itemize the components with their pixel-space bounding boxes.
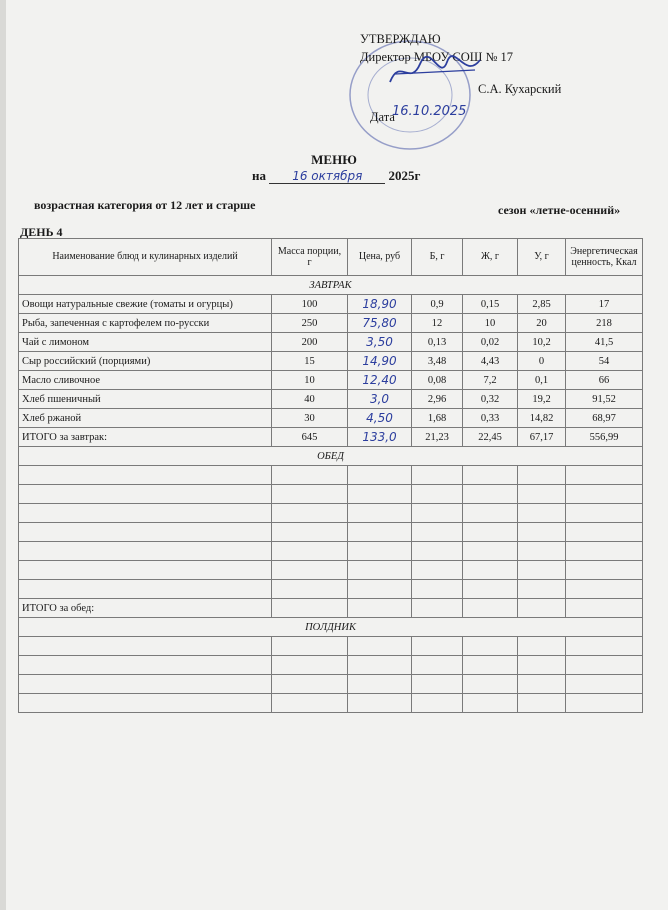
empty-row	[19, 485, 643, 504]
dish-energy: 556,99	[566, 428, 643, 447]
dish-carbs: 10,2	[518, 333, 566, 352]
dish-name: Сыр российский (порциями)	[19, 352, 272, 371]
dish-fat: 0,02	[463, 333, 518, 352]
empty-cell	[348, 542, 412, 561]
dish-mass: 10	[272, 371, 348, 390]
dish-carbs: 0	[518, 352, 566, 371]
table-row	[19, 390, 643, 409]
empty-cell	[518, 561, 566, 580]
dish-protein: 0,08	[412, 371, 463, 390]
dish-price: 133,0	[348, 428, 412, 447]
dish-energy: 41,5	[566, 333, 643, 352]
empty-cell	[412, 675, 463, 694]
dish-mass: 200	[272, 333, 348, 352]
empty-cell	[412, 656, 463, 675]
dish-energy: 66	[566, 371, 643, 390]
breakfast-total-row	[19, 428, 643, 447]
empty-cell	[463, 694, 518, 713]
dish-protein: 21,23	[412, 428, 463, 447]
empty-cell	[412, 542, 463, 561]
dish-carbs: 0,1	[518, 371, 566, 390]
empty-cell	[518, 656, 566, 675]
empty-cell	[19, 675, 272, 694]
dish-name: Рыба, запеченная с картофелем по-русски	[19, 314, 272, 333]
empty-cell	[463, 561, 518, 580]
dish-carbs: 19,2	[518, 390, 566, 409]
dish-fat: 4,43	[463, 352, 518, 371]
table-row	[19, 371, 643, 390]
empty-cell	[463, 656, 518, 675]
dish-name: Овощи натуральные свежие (томаты и огурцы)	[19, 295, 272, 314]
empty-cell	[19, 580, 272, 599]
approval-position: Директор МБОУ СОШ № 17	[360, 50, 514, 65]
empty-cell	[272, 523, 348, 542]
dish-protein: 0,9	[412, 295, 463, 314]
dish-fat: 10	[463, 314, 518, 333]
section-label: ОБЕД	[19, 447, 643, 466]
empty-cell	[518, 637, 566, 656]
section-lunch	[19, 447, 643, 466]
empty-cell	[348, 485, 412, 504]
empty-cell	[19, 504, 272, 523]
empty-cell	[412, 580, 463, 599]
empty-cell	[518, 466, 566, 485]
empty-cell	[272, 599, 348, 618]
empty-cell	[348, 675, 412, 694]
age-category: возрастная категория от 12 лет и старше	[34, 198, 256, 212]
dish-name: Хлеб пшеничный	[19, 390, 272, 409]
dish-price: 18,90	[348, 295, 412, 314]
dish-fat: 7,2	[463, 371, 518, 390]
table-row	[19, 314, 643, 333]
empty-cell	[463, 599, 518, 618]
dish-mass: 250	[272, 314, 348, 333]
empty-cell	[348, 523, 412, 542]
dish-energy: 54	[566, 352, 643, 371]
empty-cell	[566, 485, 643, 504]
empty-cell	[412, 599, 463, 618]
empty-cell	[463, 580, 518, 599]
section-snack	[19, 618, 643, 637]
menu-date-line	[252, 168, 420, 184]
empty-cell	[518, 599, 566, 618]
menu-table	[18, 238, 643, 713]
empty-cell	[19, 542, 272, 561]
dish-protein: 2,96	[412, 390, 463, 409]
dish-price: 14,90	[348, 352, 412, 371]
empty-cell	[518, 542, 566, 561]
empty-row	[19, 675, 643, 694]
empty-cell	[272, 466, 348, 485]
empty-row	[19, 580, 643, 599]
empty-cell	[463, 542, 518, 561]
empty-cell	[463, 485, 518, 504]
approval-date-handwritten: 16.10.2025	[392, 104, 467, 119]
table-row	[19, 352, 643, 371]
menu-date-handwritten: 16 октября	[269, 169, 385, 184]
dish-mass: 15	[272, 352, 348, 371]
empty-cell	[412, 466, 463, 485]
empty-cell	[566, 637, 643, 656]
empty-cell	[348, 504, 412, 523]
empty-cell	[518, 580, 566, 599]
lunch-total-row	[19, 599, 643, 618]
empty-cell	[463, 675, 518, 694]
empty-cell	[566, 675, 643, 694]
day-label: ДЕНЬ 4	[20, 225, 63, 239]
empty-cell	[272, 675, 348, 694]
dish-carbs: 2,85	[518, 295, 566, 314]
empty-cell	[518, 675, 566, 694]
dish-protein: 1,68	[412, 409, 463, 428]
empty-cell	[566, 561, 643, 580]
dish-price: 3,50	[348, 333, 412, 352]
empty-cell	[348, 466, 412, 485]
table-row	[19, 295, 643, 314]
header-energy: Энергетическая ценность, Ккал	[566, 239, 643, 276]
dish-energy: 17	[566, 295, 643, 314]
empty-cell	[272, 561, 348, 580]
empty-cell	[19, 466, 272, 485]
approval-heading: УТВЕРЖДАЮ	[360, 32, 441, 46]
empty-cell	[19, 485, 272, 504]
dish-protein: 12	[412, 314, 463, 333]
empty-cell	[348, 599, 412, 618]
empty-cell	[19, 694, 272, 713]
dish-name: Чай с лимоном	[19, 333, 272, 352]
header-fat: Ж, г	[463, 239, 518, 276]
header-price: Цена, руб	[348, 239, 412, 276]
empty-cell	[566, 523, 643, 542]
dish-price: 75,80	[348, 314, 412, 333]
empty-row	[19, 466, 643, 485]
empty-cell	[272, 580, 348, 599]
empty-row	[19, 561, 643, 580]
section-breakfast: ЗАВТРАК	[19, 276, 643, 295]
menu-date-on: на	[252, 168, 266, 183]
header-protein: Б, г	[412, 239, 463, 276]
empty-cell	[19, 637, 272, 656]
empty-cell	[348, 637, 412, 656]
dish-fat: 22,45	[463, 428, 518, 447]
empty-cell	[272, 694, 348, 713]
header-carbs: У, г	[518, 239, 566, 276]
director-name: С.А. Кухарский	[478, 82, 562, 96]
empty-cell	[412, 485, 463, 504]
approval-date-label: Дата	[370, 110, 395, 124]
empty-cell	[348, 580, 412, 599]
empty-row	[19, 656, 643, 675]
empty-row	[19, 523, 643, 542]
empty-cell	[272, 637, 348, 656]
dish-price: 4,50	[348, 409, 412, 428]
header-mass: Масса порции, г	[272, 239, 348, 276]
empty-cell	[412, 637, 463, 656]
lunch-total-label: ИТОГО за обед:	[19, 599, 272, 618]
header-dish: Наименование блюд и кулинарных изделий	[19, 239, 272, 276]
empty-cell	[272, 656, 348, 675]
dish-fat: 0,15	[463, 295, 518, 314]
empty-cell	[518, 504, 566, 523]
empty-cell	[412, 523, 463, 542]
dish-mass: 100	[272, 295, 348, 314]
dish-energy: 68,97	[566, 409, 643, 428]
section-label: ПОЛДНИК	[19, 618, 643, 637]
empty-row	[19, 694, 643, 713]
dish-carbs: 14,82	[518, 409, 566, 428]
table-row	[19, 409, 643, 428]
menu-date-year: 2025г	[388, 168, 421, 183]
empty-row	[19, 504, 643, 523]
table-row	[19, 333, 643, 352]
empty-cell	[518, 523, 566, 542]
empty-cell	[518, 485, 566, 504]
empty-cell	[272, 504, 348, 523]
empty-cell	[412, 504, 463, 523]
table-header-row	[19, 239, 643, 276]
dish-energy: 91,52	[566, 390, 643, 409]
empty-cell	[348, 694, 412, 713]
empty-row	[19, 637, 643, 656]
dish-mass: 645	[272, 428, 348, 447]
season: сезон «летне-осенний»	[498, 203, 621, 217]
empty-cell	[566, 599, 643, 618]
empty-cell	[463, 523, 518, 542]
dish-protein: 0,13	[412, 333, 463, 352]
dish-carbs: 20	[518, 314, 566, 333]
empty-cell	[412, 694, 463, 713]
empty-cell	[566, 656, 643, 675]
dish-name: ИТОГО за завтрак:	[19, 428, 272, 447]
empty-cell	[463, 504, 518, 523]
empty-cell	[463, 637, 518, 656]
dish-price: 12,40	[348, 371, 412, 390]
empty-cell	[463, 466, 518, 485]
dish-fat: 0,33	[463, 409, 518, 428]
empty-cell	[348, 561, 412, 580]
empty-row	[19, 542, 643, 561]
dish-mass: 40	[272, 390, 348, 409]
empty-cell	[19, 523, 272, 542]
empty-cell	[566, 694, 643, 713]
dish-name: Хлеб ржаной	[19, 409, 272, 428]
dish-price: 3,0	[348, 390, 412, 409]
empty-cell	[566, 542, 643, 561]
page-title: МЕНЮ	[311, 152, 357, 167]
empty-cell	[348, 656, 412, 675]
empty-cell	[19, 656, 272, 675]
dish-mass: 30	[272, 409, 348, 428]
empty-cell	[566, 504, 643, 523]
empty-cell	[566, 466, 643, 485]
dish-fat: 0,32	[463, 390, 518, 409]
dish-name: Масло сливочное	[19, 371, 272, 390]
dish-carbs: 67,17	[518, 428, 566, 447]
empty-cell	[19, 561, 272, 580]
empty-cell	[272, 542, 348, 561]
empty-cell	[272, 485, 348, 504]
dish-protein: 3,48	[412, 352, 463, 371]
empty-cell	[518, 694, 566, 713]
empty-cell	[412, 561, 463, 580]
empty-cell	[566, 580, 643, 599]
director-signature	[385, 52, 485, 92]
dish-energy: 218	[566, 314, 643, 333]
